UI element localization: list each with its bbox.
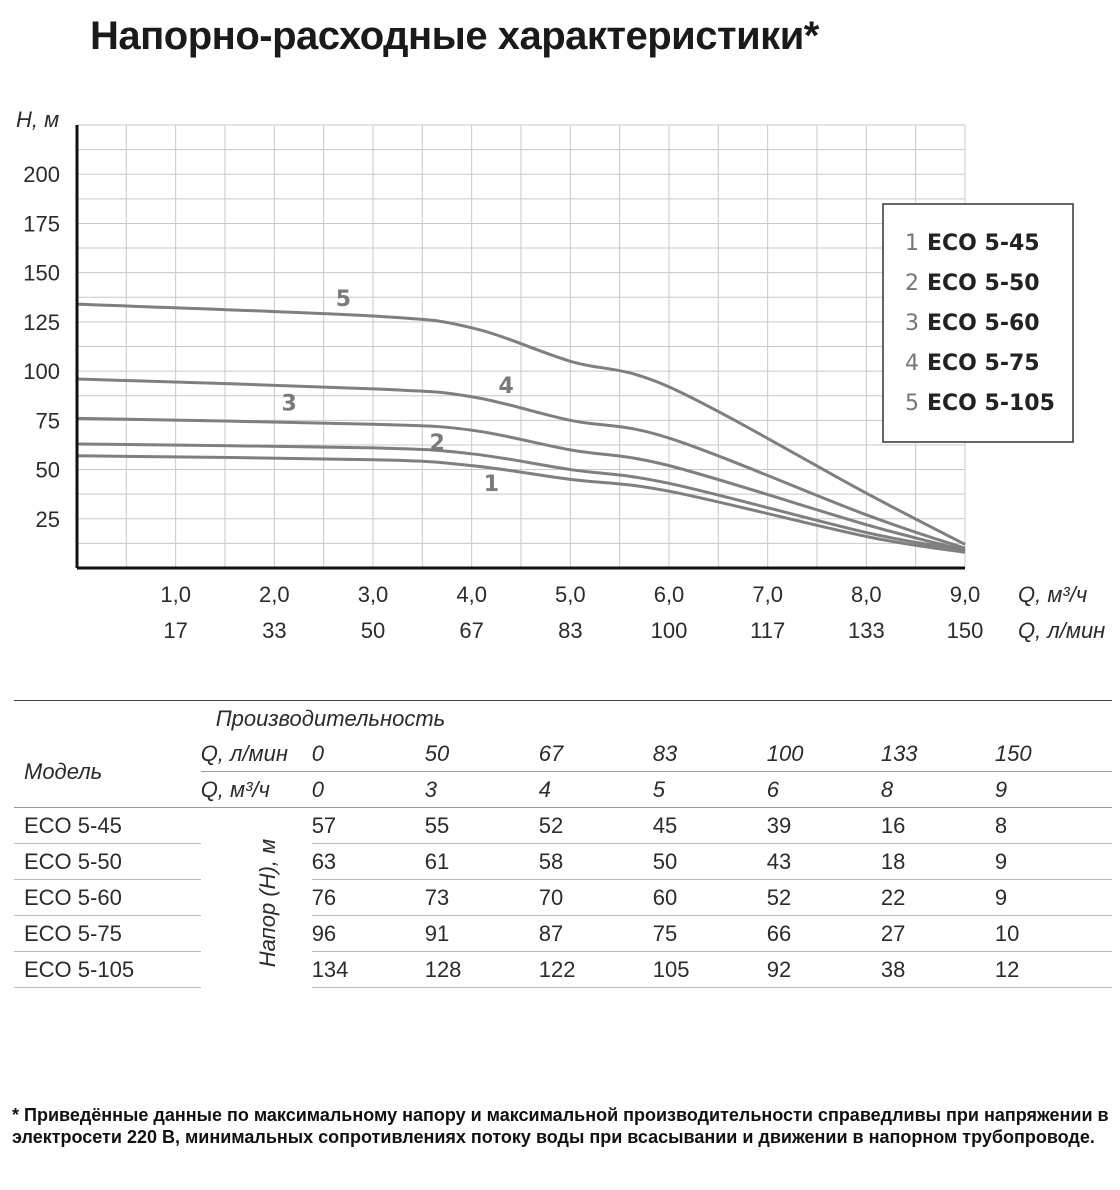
head-value: 52 [539,808,653,844]
head-value: 63 [312,844,425,880]
legend-item-number: 3 [905,311,919,336]
head-value: 75 [653,916,767,952]
head-value: 27 [881,916,995,952]
q-m3h-value: 6 [766,776,780,802]
x-tick-label-m3h: 1,0 [160,582,191,607]
y-tick-label: 175 [23,211,60,237]
head-value: 39 [767,808,881,844]
model-name: ECO 5-75 [14,916,201,952]
legend-item-label: ECO 5-45 [927,231,1040,256]
head-value: 57 [312,808,425,844]
q-m3h-value: 9 [994,776,1008,802]
x-tick-label-m3h: 7,0 [752,582,783,607]
head-value: 50 [653,844,767,880]
head-value: 105 [653,952,767,988]
y-tick-label: 25 [35,506,60,532]
head-value: 45 [653,808,767,844]
legend-item-label: ECO 5-75 [927,351,1040,376]
head-value: 43 [767,844,881,880]
q-m3h-value: 5 [652,776,666,802]
head-value: 16 [881,808,995,844]
q-lmin-value: 50 [425,736,539,772]
x-axis-label-lmin: Q, л/мин [1018,618,1106,643]
table-row [14,916,1112,952]
model-name: ECO 5-60 [14,880,201,916]
page-title: Напорно-расходные характеристики* [90,14,819,58]
x-axis-label-m3h: Q, м³/ч [1018,582,1088,607]
x-tick-label-m3h: 9,0 [949,582,981,607]
head-value: 87 [539,916,653,952]
legend-item-label: ECO 5-60 [927,311,1040,336]
head-value: 70 [539,880,653,916]
head-value: 9 [995,880,1112,916]
x-tick-label-lmin: 150 [946,618,984,643]
curve-label-2: 2 [429,430,445,456]
curve-label-1: 1 [483,472,500,498]
group-header: Производительность [201,701,1112,737]
chart-legend [883,204,1073,442]
q-lmin-value: 150 [995,736,1112,772]
table-row [14,844,1112,880]
footnote: * Приведённые данные по максимальному напору и максимальной производительности справедливы при напряжении в электросети 220 В, минимальных сопротивлениях потоку воды при всасывании и движении в напорном трубопроводе. [12,1105,1109,1147]
head-value: 60 [653,880,767,916]
model-header: Модель [24,758,103,784]
legend-item-label: ECO 5-50 [927,271,1040,296]
head-axis-label: Напор (H), м [255,838,280,967]
y-tick-label: 100 [23,359,60,385]
x-tick-label-m3h: 8,0 [851,582,882,607]
head-value: 92 [767,952,881,988]
y-axis-label: H, м [16,107,60,132]
x-tick-label-lmin: 100 [650,618,688,643]
head-value: 52 [767,880,881,916]
q-lmin-value: 100 [767,736,881,772]
legend-item-number: 1 [905,231,919,256]
model-name: ECO 5-105 [14,952,201,988]
head-value: 128 [425,952,539,988]
head-value: 58 [539,844,653,880]
legend-item-number: 5 [905,391,919,416]
x-tick-label-lmin: 117 [750,618,786,643]
head-value: 38 [881,952,995,988]
legend-item-number: 2 [905,271,919,296]
q-m3h-label: Q, м³/ч [200,776,270,802]
table-row [14,808,1112,844]
q-lmin-value: 0 [312,736,425,772]
head-value: 91 [425,916,539,952]
head-value: 12 [995,952,1112,988]
x-tick-label-lmin: 83 [558,618,583,643]
head-value: 96 [312,916,425,952]
table-row [14,952,1112,988]
q-m3h-value: 3 [424,776,437,802]
head-value: 66 [767,916,881,952]
x-tick-label-lmin: 67 [459,618,484,643]
head-value: 10 [995,916,1112,952]
head-value: 61 [425,844,539,880]
head-value: 73 [425,880,539,916]
x-tick-label-m3h: 2,0 [259,582,290,607]
q-m3h-value: 8 [880,776,894,802]
head-value: 18 [881,844,995,880]
q-lmin-value: 133 [881,736,995,772]
curve-label-5: 5 [335,287,352,313]
y-tick-label: 125 [23,309,60,335]
legend-item-label: ECO 5-105 [927,391,1055,416]
y-tick-label: 150 [23,260,60,286]
x-tick-label-m3h: 6,0 [653,582,685,607]
x-tick-label-lmin: 133 [847,618,885,643]
x-tick-label-m3h: 5,0 [555,582,586,607]
q-m3h-value: 0 [311,776,324,802]
x-tick-label-lmin: 33 [262,618,287,643]
model-name: ECO 5-45 [14,808,201,844]
legend-item-number: 4 [905,351,919,376]
curve-label-4: 4 [498,373,514,399]
head-value: 22 [881,880,995,916]
x-tick-label-lmin: 17 [163,618,188,643]
q-lmin-label: Q, л/мин [201,736,312,772]
performance-table [14,700,1112,988]
head-value: 122 [539,952,653,988]
head-value: 9 [995,844,1112,880]
q-lmin-value: 83 [653,736,767,772]
y-tick-label: 200 [23,162,60,188]
table-row [14,880,1112,916]
x-tick-label-lmin: 50 [360,618,386,643]
y-tick-label: 50 [35,457,60,483]
y-tick-label: 75 [35,408,60,434]
x-tick-label-m3h: 4,0 [456,582,487,607]
head-value: 8 [995,808,1112,844]
head-value: 55 [425,808,539,844]
curve-label-3: 3 [281,391,297,417]
q-lmin-value: 67 [539,736,653,772]
model-name: ECO 5-50 [14,844,201,880]
head-value: 134 [312,952,425,988]
head-value: 76 [312,880,425,916]
q-m3h-value: 4 [538,776,551,802]
x-tick-label-m3h: 3,0 [357,582,389,607]
